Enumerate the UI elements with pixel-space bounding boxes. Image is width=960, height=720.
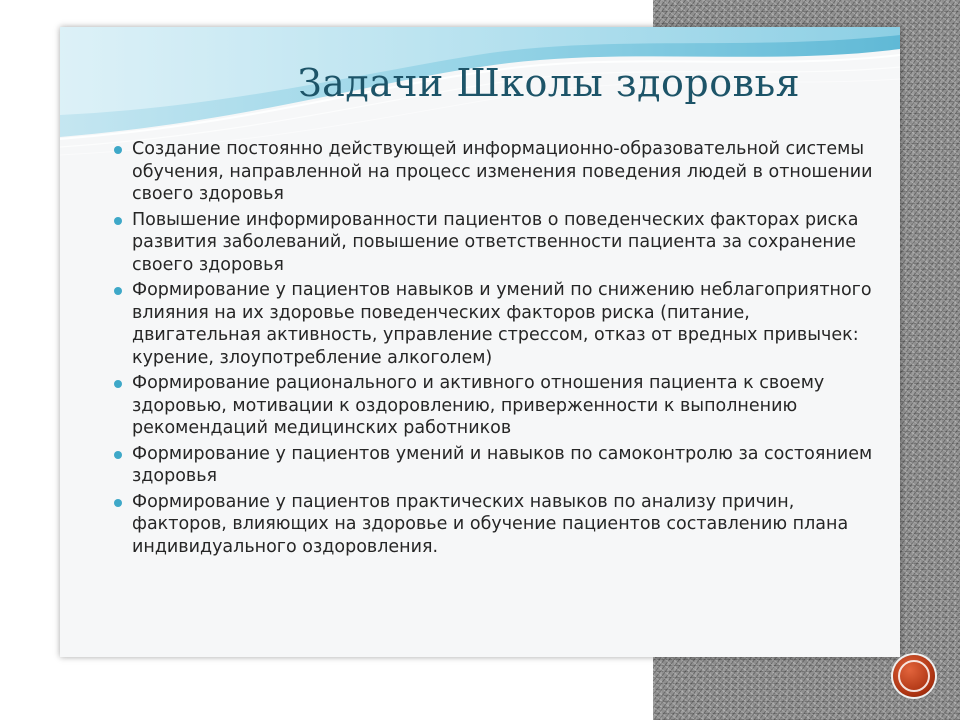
slide xyxy=(60,27,900,657)
bullet-item xyxy=(110,138,880,206)
slide-title: Задачи Школы здоровья xyxy=(298,61,801,105)
bullet-text: Формирование рационального и активного отношения пациента к своему здоровью, мотивации к оздоровлению, приверженности к выполнению рекомендаций медицинских работников xyxy=(132,373,825,438)
bullet-list xyxy=(110,138,880,561)
bullet-item xyxy=(110,279,880,369)
bullet-text: Повышение информированности пациентов о поведенческих факторах риска развития заболеваний, повышение ответственности пациента за сохранение своего здоровья xyxy=(132,209,859,275)
bullet-text: Формирование у пациентов практических навыков по анализу причин, факторов, влияющих на здоровье и обучение пациентов составлению плана индивидуального оздоровления. xyxy=(132,491,849,557)
bullet-dot-icon xyxy=(114,380,122,388)
bullet-dot-icon xyxy=(114,217,122,225)
bullet-item xyxy=(110,443,880,488)
bullet-item xyxy=(110,209,880,277)
nav-circle-ring xyxy=(898,660,930,692)
next-slide-circle-icon[interactable] xyxy=(893,655,935,697)
bullet-item xyxy=(110,491,880,559)
bullet-dot-icon xyxy=(114,287,122,295)
bullet-text: Формирование у пациентов навыков и умений по снижению неблагоприятного влияния на их здоровье поведенческих факторов риска (питание, двигательная активность, управление стрессом, отказ от вредных привычек: курение, злоупотребление алкоголем) xyxy=(132,280,872,368)
bullet-item xyxy=(110,372,880,440)
bullet-text: Формирование у пациентов умений и навыков по самоконтролю за состоянием здоровья xyxy=(132,443,873,486)
bullet-dot-icon xyxy=(114,499,122,507)
bullet-dot-icon xyxy=(114,451,122,459)
bullet-dot-icon xyxy=(114,146,122,154)
bullet-text: Создание постоянно действующей информационно-образовательной системы обучения, направленной на процесс изменения поведения людей в отношении своего здоровья xyxy=(132,139,873,204)
